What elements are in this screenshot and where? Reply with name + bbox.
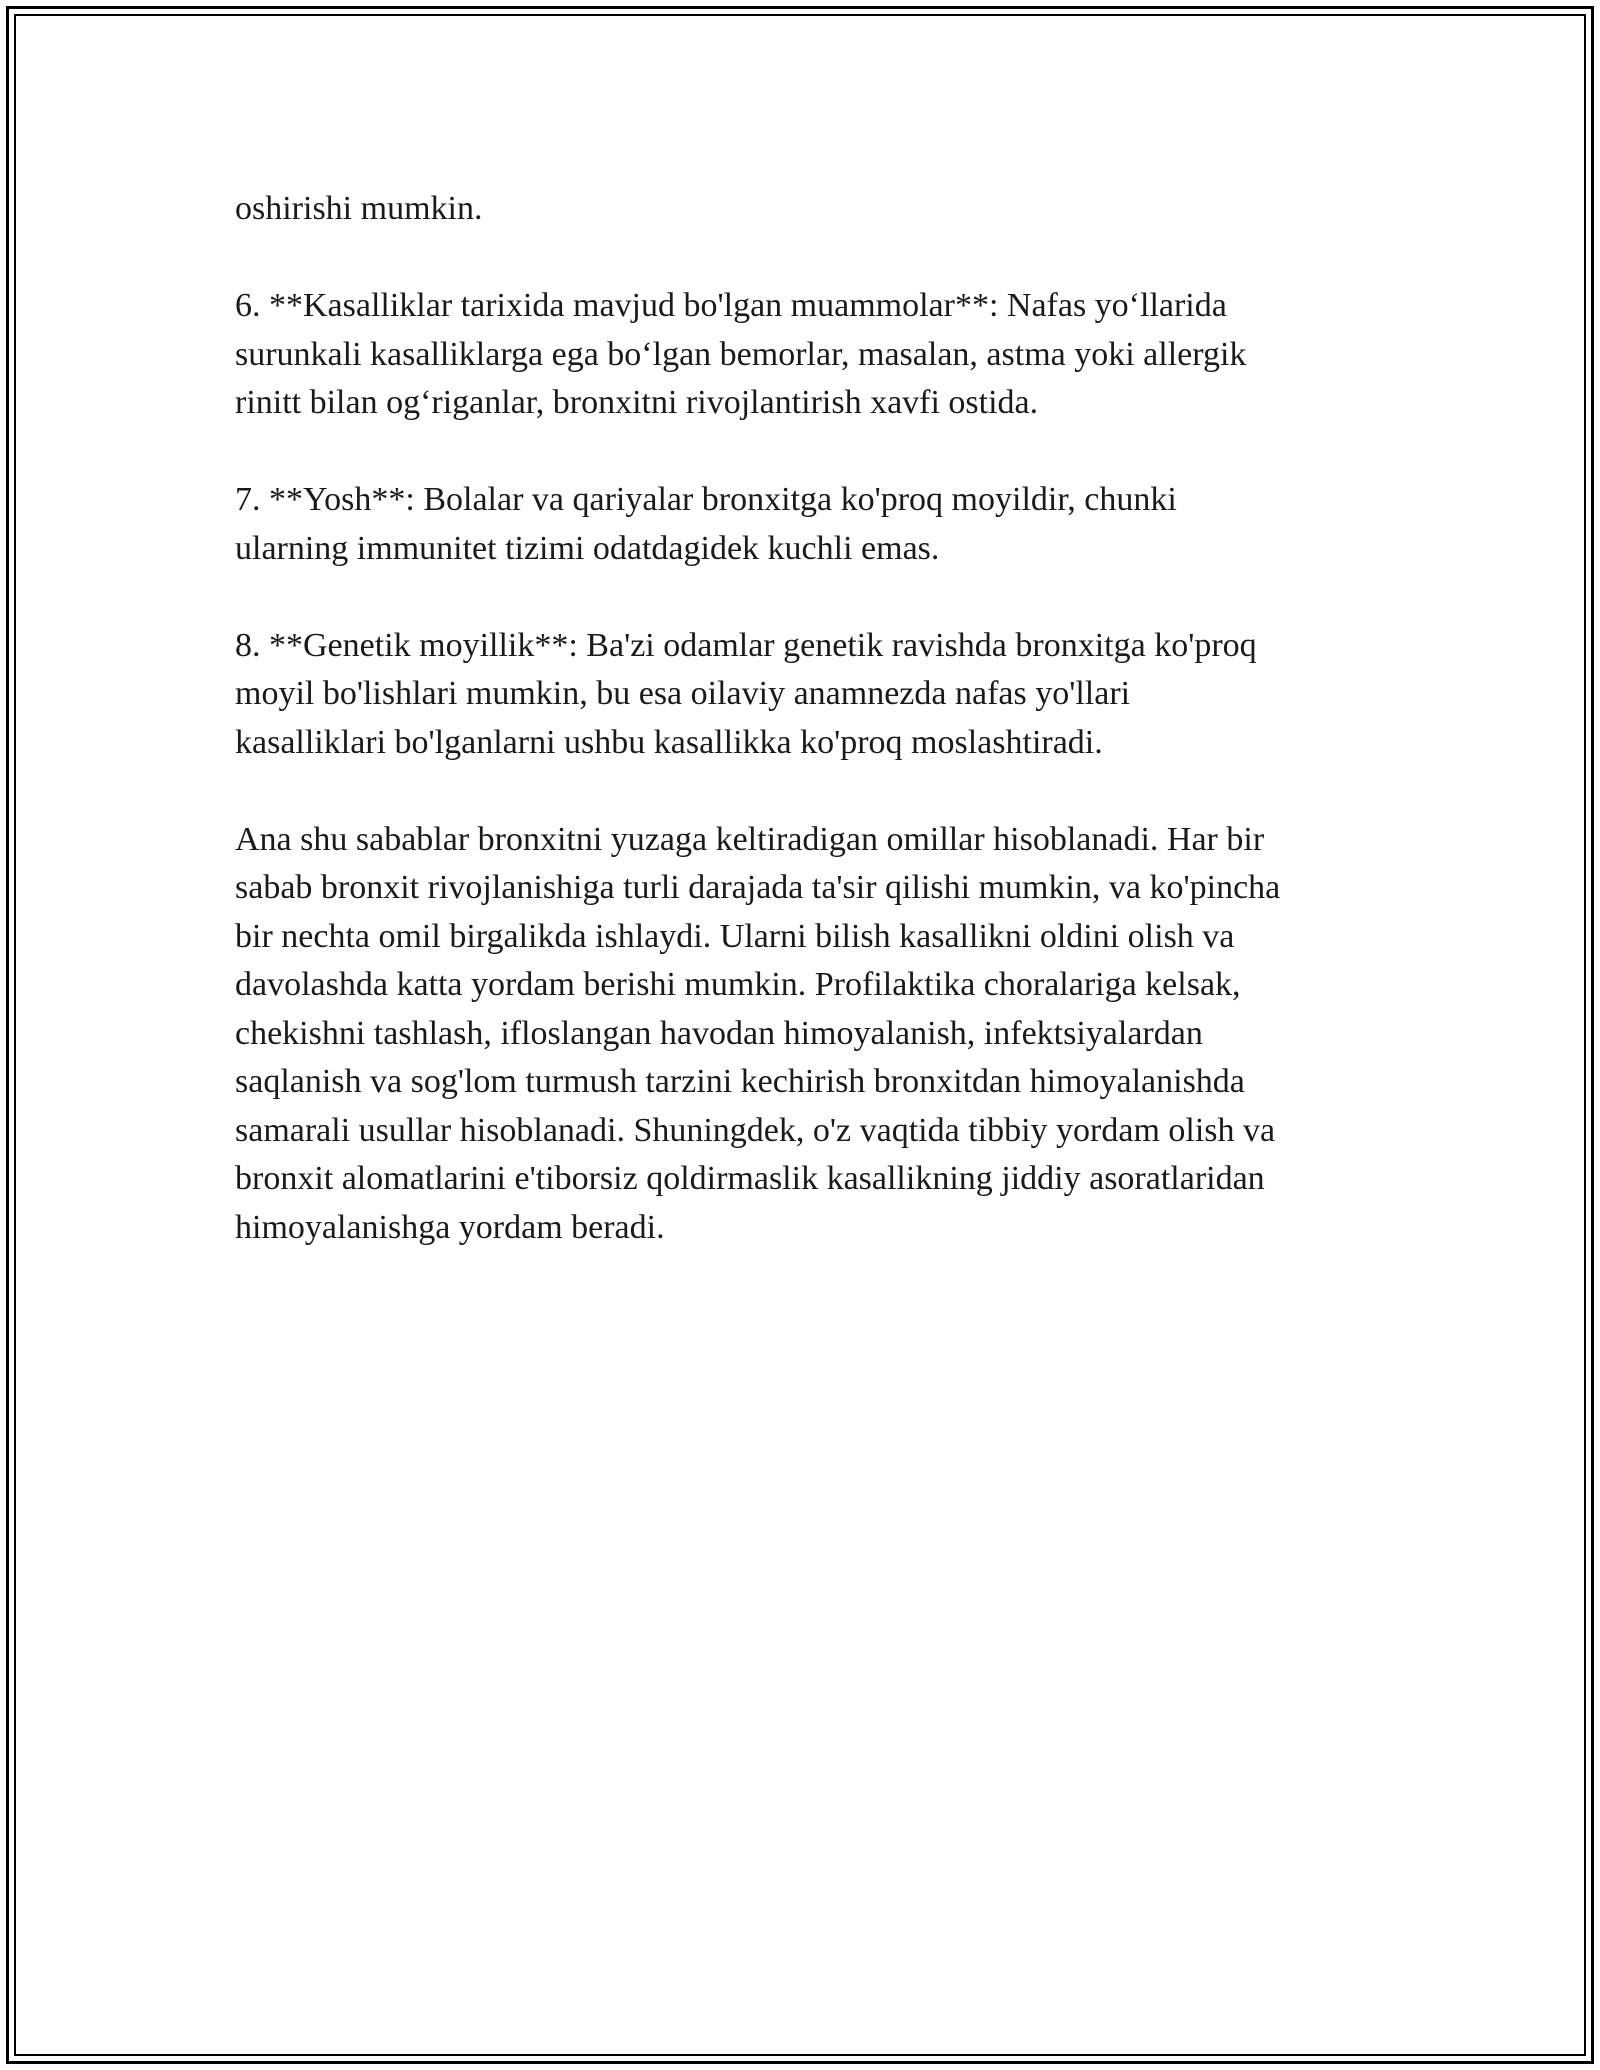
text-line: 7. **Yosh**: Bolalar va qariyalar bronxitga ko'proq moyildir, chunki — [235, 481, 1177, 518]
text-line: rinitt bilan og‘riganlar, bronxitni rivojlantirish xavfi ostida. — [235, 384, 1039, 421]
text-line: 8. **Genetik moyillik**: Ba'zi odamlar genetik ravishda bronxitga ko'proq — [235, 626, 1257, 664]
text-line: kasalliklari bo'lganlarni ushbu kasallikka ko'proq moslashtiradi. — [235, 723, 1103, 761]
paragraph-item-7 — [235, 476, 1375, 573]
text-line: 6. **Kasalliklar tarixida mavjud bo'lgan muammolar**: Nafas yo‘llarida — [235, 287, 1227, 324]
text-line: surunkali kasalliklarga ega bo‘lgan bemorlar, masalan, astma yoki allergik — [235, 335, 1247, 373]
text-line: bir nechta omil birgalikda ishlaydi. Ularni bilish kasallikni oldini olish va — [235, 917, 1235, 955]
paragraph-item-8 — [235, 622, 1375, 768]
text-line: moyil bo'lishlari mumkin, bu esa oilaviy anamnezda nafas yo'llari — [235, 675, 1131, 712]
text-line: saqlanish va sog'lom turmush tarzini kechirish bronxitdan himoyalanishda — [235, 1063, 1245, 1100]
text-line: davolashda katta yordam berishi mumkin. Profilaktika choralariga kelsak, — [235, 966, 1241, 1003]
paragraph-item-6 — [235, 282, 1375, 428]
document-body — [235, 185, 1375, 1301]
text-line: sabab bronxit rivojlanishiga turli darajada ta'sir qilishi mumkin, va ko'pincha — [235, 869, 1281, 906]
text-line: ularning immunitet tizimi odatdagidek kuchli emas. — [235, 529, 940, 567]
paragraph-conclusion — [235, 816, 1375, 1253]
text-line: Ana shu sabablar bronxitni yuzaga keltiradigan omillar hisoblanadi. Har bir — [235, 820, 1265, 858]
text-line: oshirishi mumkin. — [235, 190, 483, 227]
text-line: samarali usullar hisoblanadi. Shuningdek, o'z vaqtida tibbiy yordam olish va — [235, 1111, 1276, 1149]
text-line: bronxit alomatlarini e'tiborsiz qoldirmaslik kasallikning jiddiy asoratlaridan — [235, 1160, 1265, 1197]
paragraph-continuation — [235, 185, 1375, 234]
text-line: chekishni tashlash, ifloslangan havodan himoyalanish, infektsiyalardan — [235, 1014, 1203, 1052]
text-line: himoyalanishga yordam beradi. — [235, 1208, 665, 1246]
